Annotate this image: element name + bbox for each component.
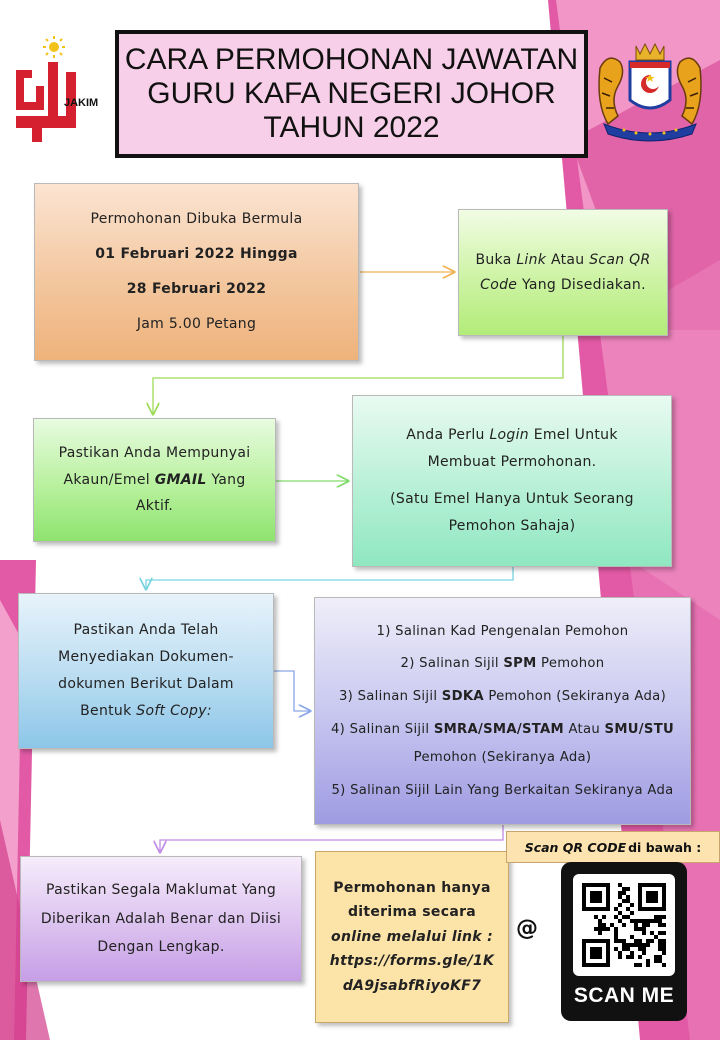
online-line1: Permohonan hanya (333, 879, 491, 896)
step7-line2: Diberikan Adalah Benar dan Diisi (40, 910, 282, 927)
step2-text-a: Buka (475, 251, 517, 268)
step4-text-a: Anda Perlu (406, 427, 490, 444)
qr-scan-label (506, 831, 720, 863)
step3-gmail: GMAIL (154, 471, 207, 488)
step3-text-b: Yang (206, 471, 246, 488)
step1-line3: 28 Februari 2022 (126, 281, 267, 297)
at-symbol: @ (516, 916, 538, 941)
title-line-3: TAHUN 2022 (263, 110, 440, 144)
doc3-sdka: SDKA (441, 689, 484, 705)
online-application-note (315, 851, 509, 1023)
doc4-smu: SMU/STU (604, 722, 674, 737)
step5-line4 (80, 702, 212, 721)
step5-text-a: Bentuk (80, 702, 137, 719)
doc4-text-a: 4) Salinan Sijil (330, 722, 434, 737)
step3-line3: Aktif. (135, 498, 174, 515)
scan-me-label: SCAN ME (573, 984, 675, 1007)
step3-line2 (63, 471, 245, 490)
step5-line2: Menyediakan Dokumen- (58, 649, 234, 666)
arrow-step5-to-documents (274, 671, 310, 711)
jakim-text: JAKIM (64, 97, 99, 109)
qr-code-background (573, 874, 675, 976)
document-item-4 (331, 721, 674, 739)
step4-line3: (Satu Emel Hanya Untuk Seorang (390, 491, 634, 507)
online-line2: diterima secara (347, 904, 477, 921)
step7-line3: Dengan Lengkap. (97, 939, 225, 956)
form-link-line2[interactable]: dA9jsabfRiyoKF7 (342, 977, 482, 994)
document-item-5: 5) Salinan Sijil Lain Yang Berkaitan Sekiranya Ada (331, 782, 674, 798)
doc4-smra: SMRA/SMA/STAM (433, 722, 564, 737)
step5-soft-copy: Soft Copy: (136, 702, 212, 719)
doc4-text-b: Atau (563, 722, 605, 737)
doc3-text-b: Pemohon (Sekiranya Ada) (483, 689, 667, 705)
step4-text-b: Emel Untuk (528, 427, 618, 444)
doc3-text-a: 3) Salinan Sijil (338, 689, 442, 705)
online-line3: online melalui link : (331, 928, 493, 945)
step4-line2: Membuat Permohonan. (427, 454, 597, 471)
step1-line4: Jam 5.00 Petang (136, 315, 257, 332)
document-item-4-cont: Pemohon (Sekiranya Ada) (413, 749, 592, 765)
step-gmail-account (33, 418, 276, 542)
step4-line1 (406, 426, 618, 445)
step-application-period (34, 183, 359, 361)
qr-code-icon (573, 874, 675, 976)
step1-line2: 01 Februari 2022 Hingga (95, 246, 298, 263)
step1-line1: Permohonan Dibuka Bermula (90, 211, 303, 228)
document-item-2 (401, 655, 605, 673)
step-login-email (352, 395, 672, 567)
doc2-spm: SPM (503, 656, 537, 672)
step-prepare-documents (18, 593, 274, 749)
step-open-link (458, 209, 668, 336)
step2-text-b: Atau (546, 251, 590, 268)
step4-login: Login (489, 427, 529, 444)
doc2-text-b: Pemohon (536, 656, 605, 672)
arrow-step4-to-step5 (146, 567, 513, 589)
documents-list (314, 597, 691, 825)
step-verify-information (20, 856, 302, 982)
step3-line1: Pastikan Anda Mempunyai (58, 444, 251, 461)
form-link-line1[interactable]: https://forms.gle/1K (329, 953, 495, 970)
step4-line4: Pemohon Sahaja) (448, 517, 576, 534)
step7-line1: Pastikan Segala Maklumat Yang (45, 881, 277, 898)
document-item-1: 1) Salinan Kad Pengenalan Pemohon (376, 623, 629, 639)
arrow-documents-to-step7 (160, 825, 503, 852)
qr-label-text: di bawah : (628, 839, 702, 855)
title-line-1: CARA PERMOHONAN JAWATAN (124, 43, 579, 77)
step5-line3: dokumen Berikut Dalam (58, 676, 234, 692)
step5-line1: Pastikan Anda Telah (73, 622, 219, 639)
step2-line2 (480, 276, 646, 295)
step2-text-c: Yang Disediakan. (517, 276, 646, 293)
qr-label-scan: Scan QR CODE (524, 839, 627, 855)
step2-line1 (475, 251, 650, 270)
step2-link-word: Link (516, 251, 547, 268)
document-item-3 (339, 688, 666, 706)
qr-code-card[interactable] (561, 862, 687, 1021)
step2-scan-qr: Scan QR (589, 251, 651, 268)
step3-text-a: Akaun/Emel (63, 471, 155, 488)
step2-code-word: Code (480, 276, 518, 293)
doc2-text-a: 2) Salinan Sijil (400, 656, 504, 672)
title-line-2: GURU KAFA NEGERI JOHOR (147, 77, 556, 111)
